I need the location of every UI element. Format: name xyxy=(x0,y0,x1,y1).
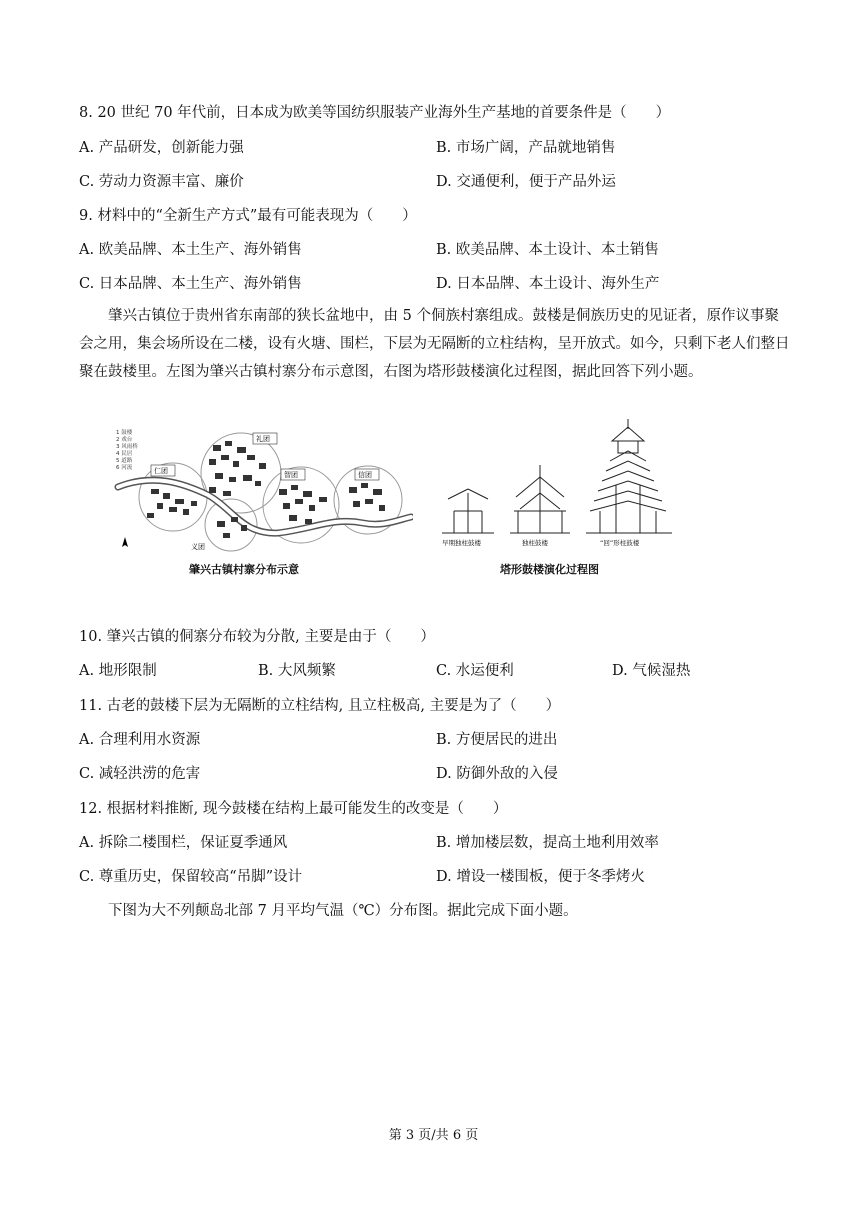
village-label-xin: 信团 xyxy=(358,471,372,479)
material-paragraph: 肇兴古镇位于贵州省东南部的狭长盆地中，由 5 个侗族村寨组成。鼓楼是侗族历史的见证者，原作议事聚会之用，集会场所设在二楼，设有火塘、围栏，下层为无隔断的立柱结构，呈开放式。如今，只剩下老人们整日聚在鼓楼里。左图为肇兴古镇村寨分布示意图，右图为塔形鼓楼演化过程图，据此回答下列小题。 xyxy=(79,308,790,380)
q9-option-d: D. 日本品牌、本土设计、海外生产 xyxy=(436,276,660,292)
legend-item: 2 戏台 xyxy=(116,437,133,443)
q8-stem: 8. 20 世纪 70 年代前，日本成为欧美等国纺织服装产业海外生产基地的首要条件是（ ） xyxy=(79,105,671,121)
q11-option-b: B. 方便居民的进出 xyxy=(436,732,558,748)
page-number: 第 3 页/共 6 页 xyxy=(388,1128,479,1143)
tower-evolution-figure xyxy=(440,415,680,555)
village-map-caption: 肇兴古镇村寨分布示意 xyxy=(189,563,299,576)
q10-stem: 10. 肇兴古镇的侗寨分布较为分散, 主要是由于（ ） xyxy=(79,629,435,645)
legend-item: 6 河流 xyxy=(116,465,133,471)
village-label-yi: 义团 xyxy=(191,543,205,551)
q9-option-b: B. 欧美品牌、本土设计、本土销售 xyxy=(436,242,659,258)
village-label-ren: 仁团 xyxy=(154,467,168,475)
q8-option-b: B. 市场广阔，产品就地销售 xyxy=(436,140,616,156)
village-label-li: 礼团 xyxy=(256,435,270,443)
q8-option-a: A. 产品研发，创新能力强 xyxy=(79,140,244,156)
q11-option-a: A. 合理利用水资源 xyxy=(79,732,201,748)
legend-item: 4 民居 xyxy=(116,451,133,457)
tower-label-hui: “回”形柱鼓楼 xyxy=(600,539,640,547)
q10-option-d: D. 气候湿热 xyxy=(612,663,691,679)
q10-option-b: B. 大风频繁 xyxy=(258,663,336,679)
q12-option-a: A. 拆除二楼围栏，保证夏季通风 xyxy=(79,835,288,851)
next-group-intro: 下图为大不列颠岛北部 7 月平均气温（℃）分布图。据此完成下面小题。 xyxy=(108,903,578,919)
legend-item: 5 道路 xyxy=(116,458,133,464)
q9-option-a: A. 欧美品牌、本土生产、海外销售 xyxy=(79,242,302,258)
legend-item: 3 风雨桥 xyxy=(116,444,138,450)
tower-label-single: 独柱鼓楼 xyxy=(522,539,548,547)
q10-option-a: A. 地形限制 xyxy=(79,663,157,679)
q11-option-d: D. 防御外敌的入侵 xyxy=(436,766,558,782)
q12-option-d: D. 增设一楼围板，便于冬季烤火 xyxy=(436,869,645,885)
q8-option-c: C. 劳动力资源丰富、廉价 xyxy=(79,174,244,190)
q9-stem: 9. 材料中的“全新生产方式”最有可能表现为（ ） xyxy=(79,208,417,224)
q10-option-c: C. 水运便利 xyxy=(436,663,514,679)
north-arrow-icon xyxy=(122,537,128,547)
q12-stem: 12. 根据材料推断, 现今鼓楼在结构上最可能发生的改变是（ ） xyxy=(79,801,508,817)
village-map-figure xyxy=(113,425,413,555)
q8-option-d: D. 交通便利，便于产品外运 xyxy=(436,174,616,190)
legend-item: 1 鼓楼 xyxy=(116,430,133,436)
village-label-zhi: 智团 xyxy=(284,471,298,479)
q12-option-c: C. 尊重历史，保留较高“吊脚”设计 xyxy=(79,869,303,885)
q12-option-b: B. 增加楼层数，提高土地利用效率 xyxy=(436,835,659,851)
map-legend xyxy=(116,428,138,471)
tower-label-early: 早期独柱鼓楼 xyxy=(442,539,481,547)
q11-option-c: C. 减轻洪涝的危害 xyxy=(79,766,201,782)
q11-stem: 11. 古老的鼓楼下层为无隔断的立柱结构, 且立柱极高, 主要是为了（ ） xyxy=(79,698,561,714)
tower-evolution-caption: 塔形鼓楼演化过程图 xyxy=(500,563,599,576)
q9-option-c: C. 日本品牌、本土生产、海外销售 xyxy=(79,276,302,292)
